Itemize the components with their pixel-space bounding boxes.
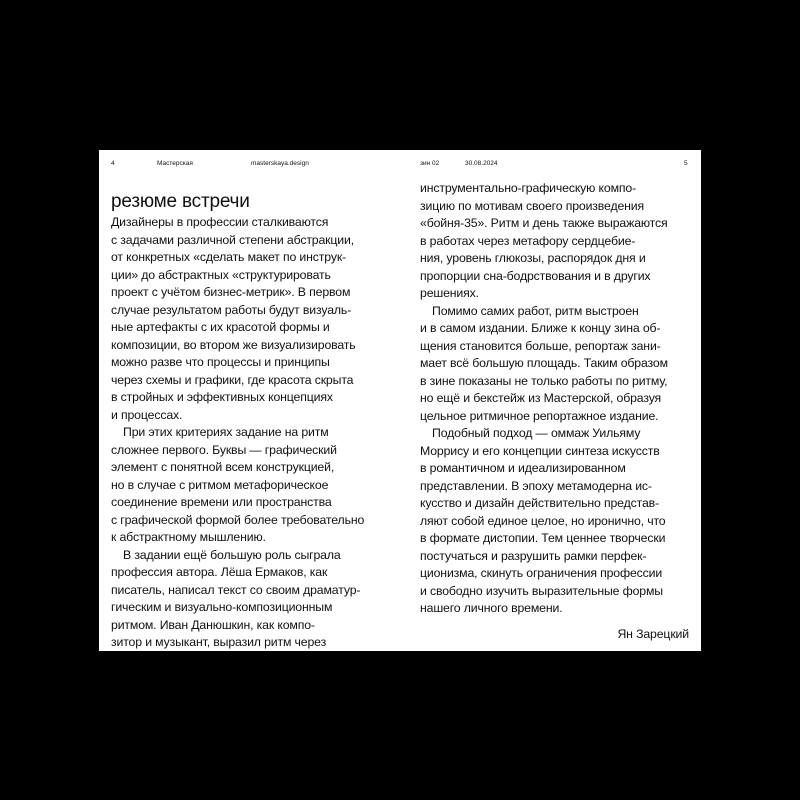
text-line: Помимо самих работ, ритм выстроен <box>432 303 639 318</box>
text-line: ляют собой единое целое, но иронично, что <box>420 513 666 528</box>
text-line: через схемы и графики, где красота скрыта <box>111 372 354 387</box>
text-line: в формате дистопии. Тем ценнее творчески <box>420 531 666 545</box>
text-line: ции» до абстрактных «структурировать <box>111 267 331 282</box>
text-line: к абстрактному мышлению. <box>111 530 266 544</box>
magazine-spread <box>99 150 701 651</box>
text-line: ритмом. Иван Данюшкин, как компо- <box>111 617 315 632</box>
left-column-text <box>111 214 364 652</box>
author-signature: Ян Зарецкий <box>617 627 689 641</box>
text-line: гическим и визуально-композиционным <box>111 600 333 614</box>
text-line: нашего личного времени. <box>420 601 563 615</box>
text-line: инструментально-графическую компо- <box>420 181 637 195</box>
text-line: решениях. <box>420 286 479 300</box>
text-line: соединение времени или пространства <box>111 495 332 509</box>
right-page-number: 5 <box>684 160 688 167</box>
text-line: представлении. В эпоху метамодерна ис- <box>420 478 652 493</box>
text-line: сложнее первого. Буквы — графический <box>111 442 337 457</box>
text-line: зицию по мотивам своего произведения <box>420 198 645 213</box>
publisher-name: Мастерская <box>157 160 193 167</box>
text-line: в работах через метафору сердцебие- <box>420 233 636 248</box>
text-line: «бойня-35». Ритм и день также выражаются <box>420 216 668 230</box>
issue-date: 30.08.2024 <box>465 160 498 167</box>
issue-label: зин 02 <box>420 160 440 167</box>
text-line: и свободно изучить выразительные формы <box>420 583 663 598</box>
text-line: пропорции сна-бодрствования и в других <box>420 268 651 283</box>
text-line: с задачами различной степени абстракции, <box>111 232 355 247</box>
text-line: мает всё большую площадь. Таким образом <box>420 356 668 370</box>
text-line: в зине показаны не только работы по ритму, <box>420 373 668 388</box>
text-line: При этих критериях задание на ритм <box>123 425 329 439</box>
text-line: и процессах. <box>111 407 183 422</box>
text-line: но ещё и бекстейж из Мастерской, образуя <box>420 391 662 405</box>
text-line: от конкретных «сделать макет по инструк- <box>111 250 347 264</box>
text-line: Дизайнеры в профессии сталкиваются <box>111 215 329 229</box>
text-line: Моррису и его концепции синтеза искусств <box>420 443 660 458</box>
website-url: masterskaya.design <box>251 160 309 167</box>
text-line: кусство и дизайн действительно представ- <box>420 496 659 510</box>
text-line: элемент с понятной всем конструкцией, <box>111 460 335 474</box>
right-column-text <box>420 180 668 618</box>
text-line: можно разве что процессы и принципы <box>111 355 330 369</box>
text-line: случае результатом работы будут визуаль- <box>111 302 352 317</box>
text-line: проект с учётом бизнес-метрик». В первом <box>111 285 351 299</box>
text-line: с графической формой более требовательно <box>111 512 365 527</box>
text-line: постучаться и разрушить рамки перфек- <box>420 548 647 563</box>
text-line: композиции, во втором же визуализировать <box>111 337 356 352</box>
text-line: ные артефакты с их красотой формы и <box>111 320 330 334</box>
text-line: писатель, написал текст со своим драматур- <box>111 582 361 597</box>
text-line: и в самом издании. Ближе к концу зина об- <box>420 321 661 335</box>
text-line: в стройных и эффективных концепциях <box>111 390 333 404</box>
text-line: профессия автора. Лёша Ермаков, как <box>111 565 328 579</box>
text-line: цельное ритмичное репортажное издание. <box>420 408 659 423</box>
text-line: но в случае с ритмом метафорическое <box>111 477 329 492</box>
article-title: резюме встречи <box>111 190 250 212</box>
text-line: в романтичном и идеализированном <box>420 461 626 475</box>
left-page-number: 4 <box>111 160 115 167</box>
text-line: В задании ещё большую роль сыграла <box>123 547 341 562</box>
text-line: ния, уровень глюкозы, распорядок дня и <box>420 251 646 265</box>
text-line: щения становится больше, репортаж зани- <box>420 338 661 353</box>
text-line: ционизма, скинуть ограничения профессии <box>420 566 663 580</box>
text-line: зитор и музыкант, выразил ритм через <box>111 635 327 649</box>
text-line: Подобный подход — оммаж Уильяму <box>432 426 641 440</box>
